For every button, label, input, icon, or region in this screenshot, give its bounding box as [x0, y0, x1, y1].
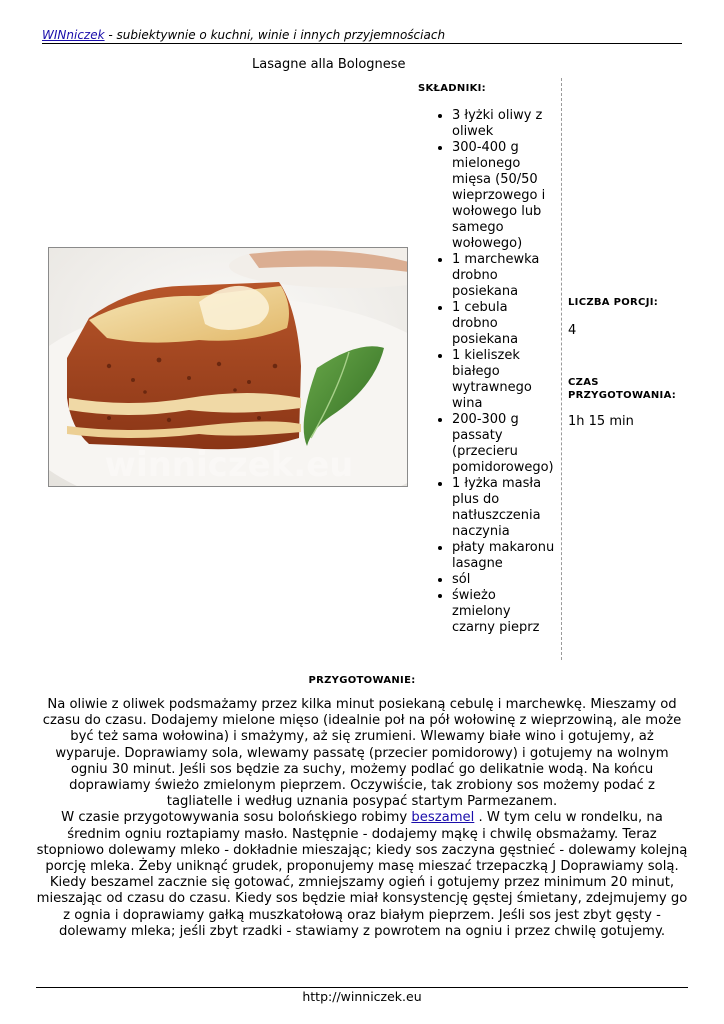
preparation-text-segment: W czasie przygotowywania sosu bolońskiego robimy — [61, 810, 412, 826]
bechamel-link[interactable]: beszamel — [411, 810, 475, 826]
ingredient-item: • 200-300 g passaty (przecieru pomidorowego) — [452, 412, 561, 476]
ingredient-item: • 1 kieliszek białego wytrawnego wina — [452, 348, 561, 412]
servings-label: LICZBA PORCJI: — [568, 297, 659, 308]
site-tagline: - subiektywnie o kuchni, winie i innych przyjemnościach — [104, 28, 446, 42]
photo-watermark: winniczek.eu — [104, 445, 354, 485]
ingredient-item: • 1 łyżka masła plus do natłuszczenia naczynia — [452, 476, 561, 540]
ingredient-item: • 1 marchewka drobno posiekana — [452, 252, 561, 300]
ingredient-item: • 300-400 g mielonego mięsa (50/50 wieprzowego i wołowego lub samego wołowego) — [452, 140, 561, 252]
ingredients-list — [418, 108, 561, 636]
recipe-photo — [48, 247, 408, 487]
prep-time-label: CZAS PRZYGOTOWANIA: — [568, 377, 677, 401]
preparation-label: PRZYGOTOWANIE: — [308, 675, 416, 686]
preparation-text-segment: . W tym celu w rondelku, na średnim ogniu roztapiamy masło. Następnie - dodajemy mąkę i chwilę obsmażamy. Teraz stopniowo dolewamy mleko - dokładnie mieszając; kiedy sos zaczyna gęstnieć - dolewamy kolejną porcję mleka. Żeby uniknąć grudek, proponujemy masę mieszać trzepaczką J Doprawiamy solą. Kiedy beszamel zacznie się gotować, zmniejszamy ogień i gotujemy przez minimum 20 minut, mieszając od czasu do czasu. Kiedy sos będzie miał konsystencję gęstej śmietany, zdejmujemy go z ognia i doprawiamy gałką muszkatołową oraz białym pieprzem. Jeśli sos jest zbyt gęsty - dolewamy mleka; jeśli zbyt rzadki - stawiamy z powrotem na ogniu i przez chwilę gotujemy. — [36, 810, 688, 939]
ingredients-label: SKŁADNIKI: — [418, 83, 486, 94]
ingredients-column — [418, 78, 562, 660]
ingredient-item: • 1 cebula drobno posiekana — [452, 300, 561, 348]
recipe-title: Lasagne alla Bolognese — [252, 57, 406, 72]
page-header — [42, 27, 682, 44]
preparation-text — [36, 697, 688, 940]
ingredient-item: • sól — [452, 572, 561, 588]
preparation-paragraph — [36, 810, 688, 940]
footer-url: http://winniczek.eu — [302, 989, 422, 1004]
prep-time-value: 1h 15 min — [568, 414, 634, 429]
page-footer — [36, 987, 688, 1006]
preparation-paragraph: Na oliwie z oliwek podsmażamy przez kilka minut posiekaną cebulę i marchewkę. Mieszamy od czasu do czasu. Dodajemy mielone mięso (idealnie poł na pół wołowinę z wieprzowiną, ale może być też sama wołowina) i smażymy, aż się zrumieni. Wlewamy białe wino i gotujemy, aż wyparuje. Doprawiamy sola, wlewamy passatę (przecier pomidorowy) i gotujemy na wolnym ogniu 30 minut. Jeśli sos będzie za suchy, możemy podlać go delikatnie wodą. Na końcu doprawiamy świeżo zmielonym pieprzem. Oczywiście, tak zrobiony sos możemy podać z tagliatelle i według uznania posypać startym Parmezanem. — [42, 697, 682, 810]
ingredient-item: • świeżo zmielony czarny pieprz — [452, 588, 561, 636]
ingredient-item: • 3 łyżki oliwy z oliwek — [452, 108, 561, 140]
site-link[interactable]: WINniczek — [42, 28, 105, 42]
recipe-meta — [568, 296, 708, 430]
ingredient-item: • płaty makaronu lasagne — [452, 540, 561, 572]
servings-value: 4 — [568, 323, 577, 338]
